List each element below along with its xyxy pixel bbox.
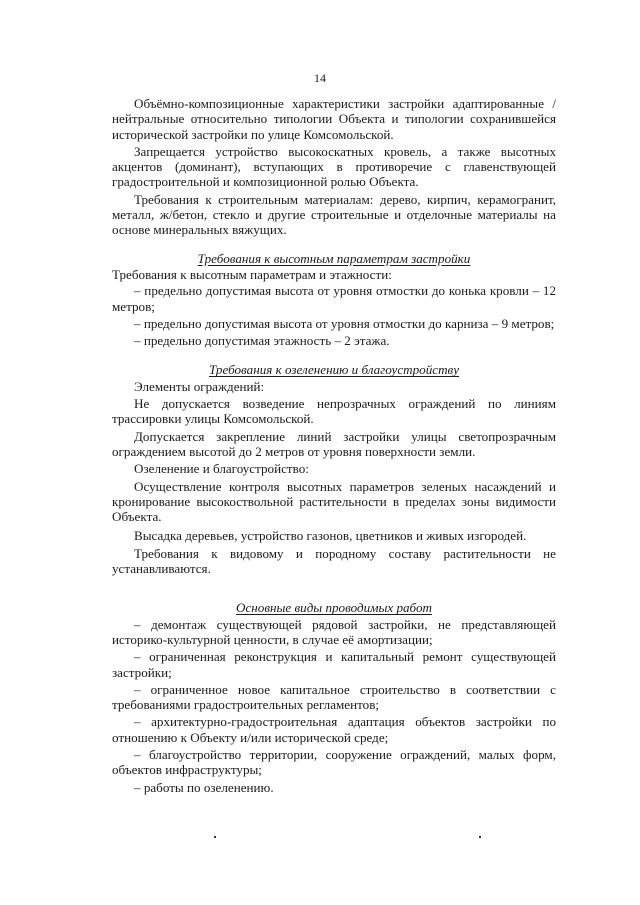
heading-height-requirements: Требования к высотным параметрам застройки	[197, 250, 471, 266]
heading-landscaping-requirements: Требования к озеленению и благоустройству	[208, 362, 460, 378]
paragraph-building-materials: Требования к строительным материалам: дерево, кирпич, керамогранит, металл, ж/бетон, стекло и другие строительные и отделочные материалы на основе минеральных вяжущих.	[112, 191, 556, 238]
list-item-ridge-height: – предельно допустимая высота от уровня отмостки до конька кровли – 12 метров;	[112, 283, 556, 314]
list-item-adaptation: – архитектурно-градостроительная адаптация объектов застройки по отношению к Объекту и/или исторической среде;	[112, 714, 556, 745]
paragraph-fence-elements: Элементы ограждений:	[134, 378, 265, 394]
paragraph-height-intro: Требования к высотным параметрам и этажности:	[112, 266, 392, 282]
heading-main-works: Основные виды проводимых работ	[236, 600, 432, 616]
list-item-territory-improvement: – благоустройство территории, сооружение ограждений, малых форм, объектов инфраструктуры;	[112, 746, 556, 778]
paragraph-species-requirements: Требования к видовому и породному составу растительности не устанавливаются.	[112, 545, 556, 577]
paragraph-planting: Высадка деревьев, устройство газонов, цветников и живых изгородей.	[134, 528, 527, 544]
list-item-demolition: – демонтаж существующей рядовой застройки, не представляющей историко-культурной ценности, в случае её амортизации;	[112, 616, 556, 647]
list-item-eaves-height: – предельно допустимая высота от уровня отмостки до карниза – 9 метров;	[134, 315, 555, 331]
paragraph-transparent-fence: Допускается закрепление линий застройки улицы светопрозрачным ограждением высотой до 2 метров от уровня поверхности земли.	[112, 428, 556, 459]
scan-speck	[214, 836, 216, 838]
paragraph-greening-title: Озеленение и благоустройство:	[134, 461, 309, 477]
paragraph-roof-prohibition: Запрещается устройство высокоскатных кровель, а также высотных акцентов (доминант), вступающих в противоречие с главенствующей градостроительной и композиционной ролью Объекта.	[112, 143, 556, 190]
paragraph-volumetric-characteristics: Объёмно-композиционные характеристики застройки адаптированные /нейтральные относительно типологии Объекта и типологии сохранившейся исторической застройки по улице Комсомольской.	[112, 96, 556, 142]
paragraph-vegetation-control: Осуществление контроля высотных параметров зеленых насаждений и кронирование высокоствольной растительности в пределах зоны видимости Объекта.	[112, 478, 556, 525]
list-item-storeys: – предельно допустимая этажность – 2 этажа.	[134, 333, 390, 349]
paragraph-opaque-fence-ban: Не допускается возведение непрозрачных ограждений по линиям трассировки улицы Комсомольской.	[112, 396, 556, 427]
document-body	[112, 96, 556, 795]
scan-speck	[479, 836, 481, 838]
list-item-greening-works: – работы по озеленению.	[134, 779, 274, 795]
list-item-new-construction: – ограниченное новое капитальное строительство в соответствии с требованиями градостроительных регламентов;	[112, 681, 556, 713]
page-number: 14	[314, 71, 326, 85]
list-item-reconstruction: – ограниченная реконструкция и капитальный ремонт существующей застройки;	[112, 649, 556, 680]
